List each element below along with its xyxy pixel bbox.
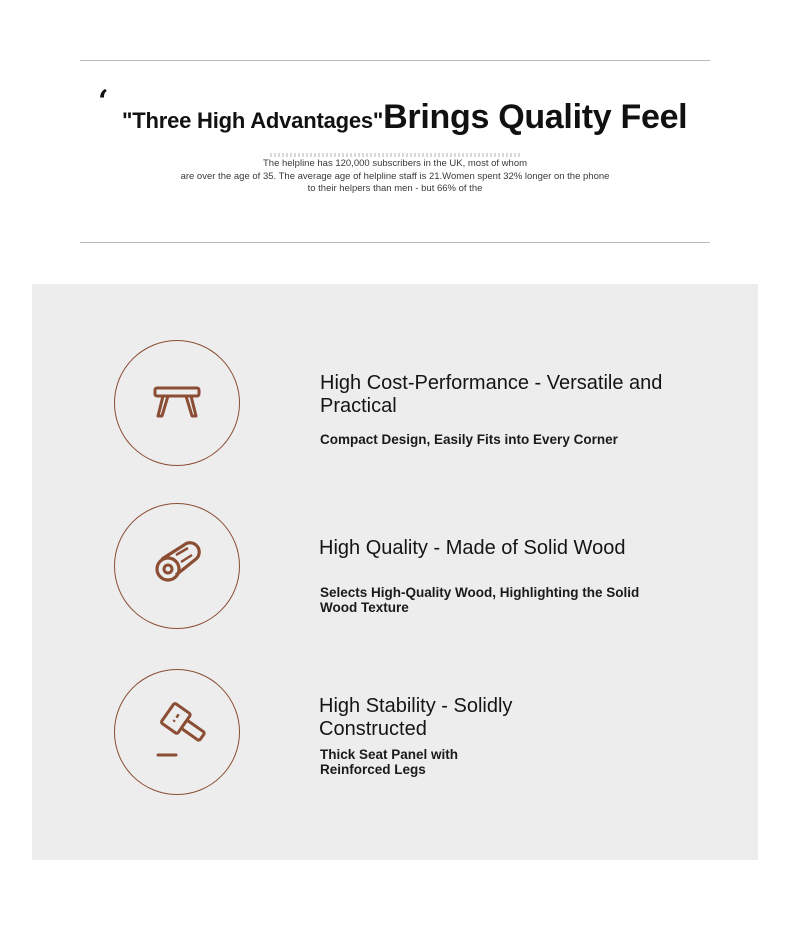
- top-divider: [80, 60, 710, 61]
- intro-line-2: are over the age of 35. The average age of helpline staff is 21.Women spent 32% longer on the phone: [180, 170, 610, 182]
- feature-icon-circle: [114, 669, 240, 795]
- intro-text: [130, 153, 660, 196]
- feature-cost-performance: [32, 340, 758, 470]
- feature-description: Selects High-Quality Wood, Highlighting the Solid Wood Texture: [320, 585, 640, 615]
- feature-stability: [32, 669, 758, 799]
- stool-icon: [142, 368, 212, 438]
- page-title: [122, 98, 722, 137]
- feature-title: High Quality - Made of Solid Wood: [319, 537, 626, 559]
- intro-line-1: The helpline has 120,000 subscribers in the UK, most of whom: [262, 158, 528, 169]
- feature-title: High Cost-Performance - Versatile and Practical: [320, 372, 663, 417]
- feature-icon-circle: [114, 340, 240, 466]
- garbled-text-line: [270, 153, 520, 157]
- bottom-divider: [80, 242, 710, 243]
- headline-big: Brings Quality Feel: [383, 98, 688, 136]
- feature-description: Compact Design, Easily Fits into Every Corner: [320, 432, 618, 447]
- features-panel: [32, 284, 758, 860]
- intro-line-3: to their helpers than men - but 66% of the: [307, 183, 483, 194]
- quote-mark: ‘: [98, 84, 109, 119]
- feature-icon-circle: [114, 503, 240, 629]
- wood-log-icon: [142, 531, 212, 601]
- feature-solid-wood: [32, 503, 758, 633]
- feature-title: High Stability - Solidly Constructed: [319, 695, 513, 740]
- hammer-icon: [142, 697, 212, 767]
- feature-description: Thick Seat Panel with Reinforced Legs: [320, 747, 459, 777]
- headline-small: "Three High Advantages": [122, 108, 384, 133]
